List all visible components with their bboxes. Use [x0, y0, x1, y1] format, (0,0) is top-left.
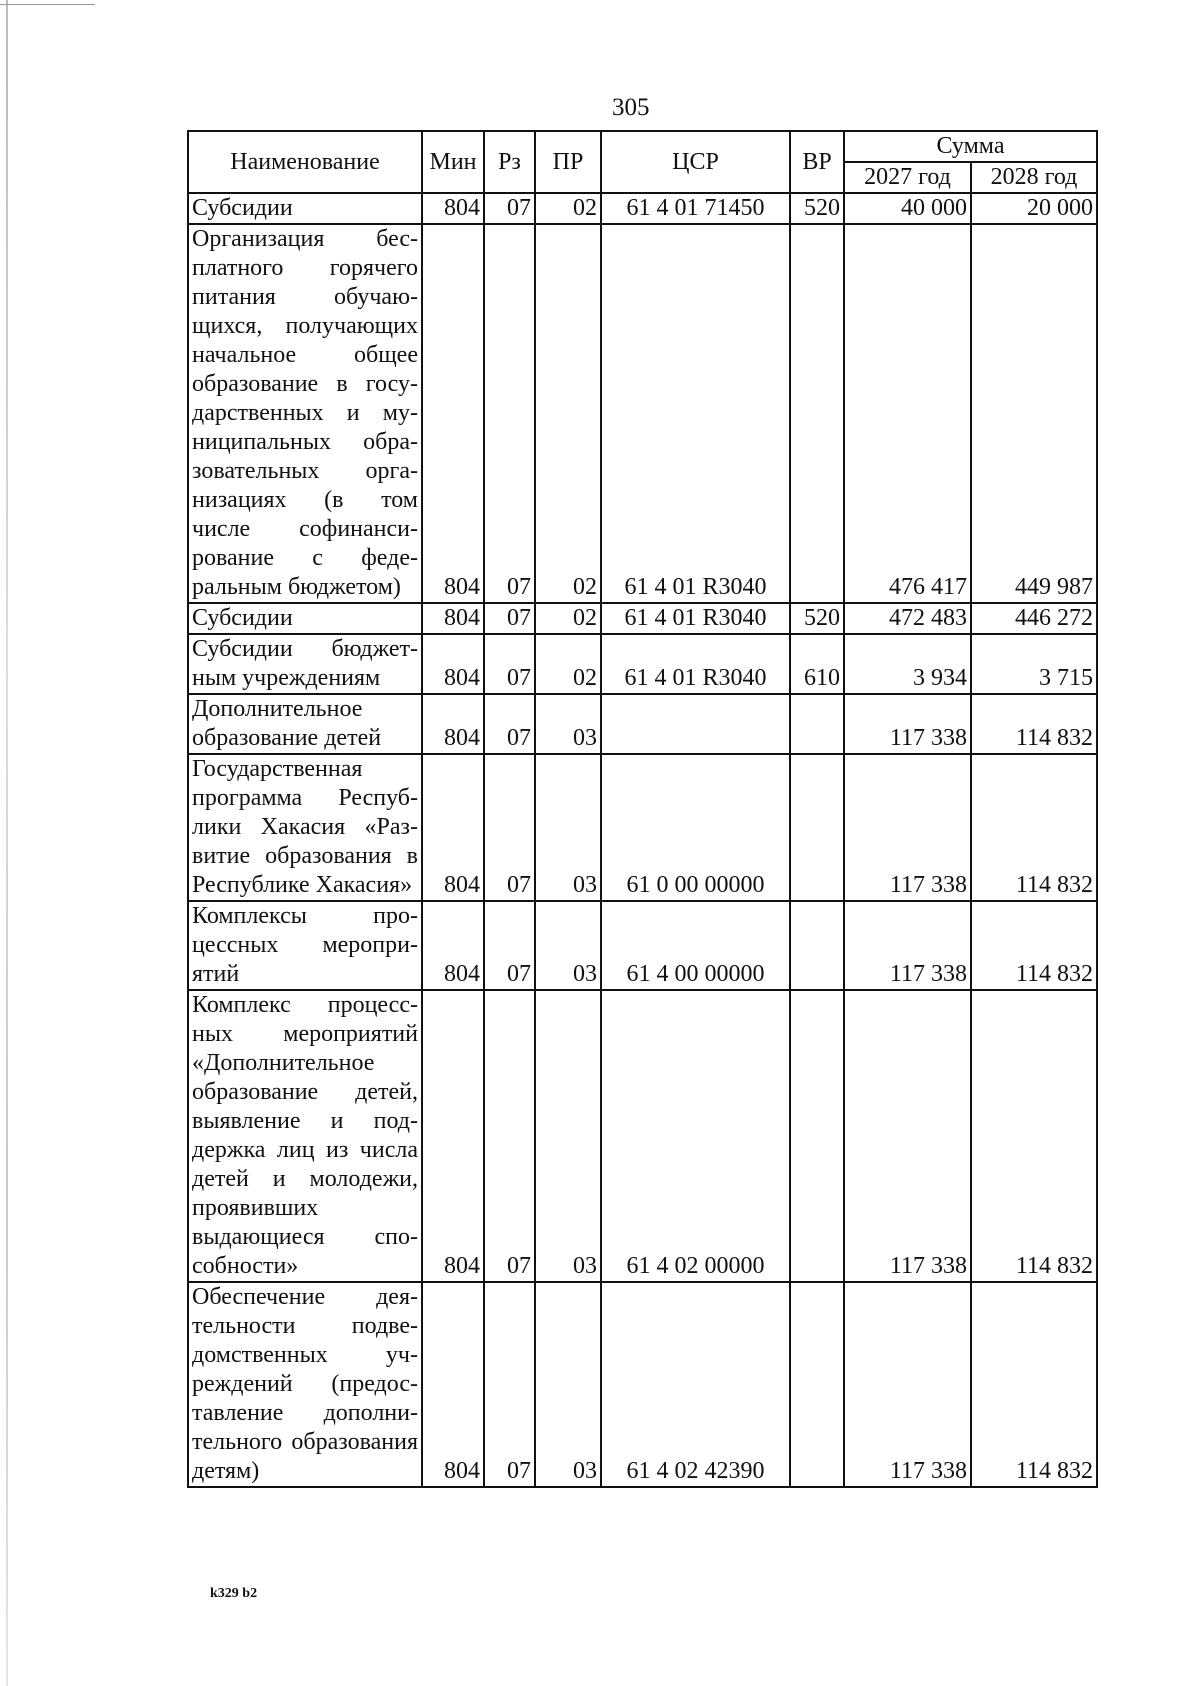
row-name: Дополнительное образование детей [188, 694, 422, 754]
row-pr: 03 [535, 1282, 601, 1487]
row-csr: 61 4 02 42390 [601, 1282, 790, 1487]
row-sum-2027: 117 338 [844, 901, 971, 990]
row-pr: 03 [535, 990, 601, 1282]
header-csr: ЦСР [601, 131, 790, 193]
header-name: Наименование [188, 131, 422, 193]
row-sum-2027: 117 338 [844, 694, 971, 754]
row-rz: 07 [484, 634, 535, 694]
row-min: 804 [422, 603, 484, 634]
table-row [188, 754, 1097, 901]
row-sum-2027: 40 000 [844, 193, 971, 224]
row-sum-2028: 114 832 [971, 694, 1097, 754]
row-csr: 61 4 01 R3040 [601, 224, 790, 603]
table-row [188, 224, 1097, 603]
row-sum-2028: 114 832 [971, 754, 1097, 901]
row-name: Комплексы процессных мероприятий [188, 901, 422, 990]
row-vr: 520 [790, 193, 844, 224]
row-rz: 07 [484, 1282, 535, 1487]
row-vr [790, 754, 844, 901]
row-vr [790, 901, 844, 990]
footer-doc-code: k329 b2 [210, 1586, 258, 1601]
row-sum-2027: 3 934 [844, 634, 971, 694]
table-row [188, 603, 1097, 634]
row-sum-2028: 20 000 [971, 193, 1097, 224]
row-vr [790, 694, 844, 754]
table-row [188, 634, 1097, 694]
row-rz: 07 [484, 754, 535, 901]
row-min: 804 [422, 990, 484, 1282]
table-row [188, 990, 1097, 1282]
row-rz: 07 [484, 694, 535, 754]
row-sum-2028: 114 832 [971, 1282, 1097, 1487]
row-pr: 02 [535, 193, 601, 224]
row-csr: 61 4 00 00000 [601, 901, 790, 990]
row-min: 804 [422, 1282, 484, 1487]
row-csr [601, 694, 790, 754]
row-sum-2027: 117 338 [844, 754, 971, 901]
row-csr: 61 4 01 R3040 [601, 603, 790, 634]
row-sum-2028: 446 272 [971, 603, 1097, 634]
row-min: 804 [422, 754, 484, 901]
row-vr [790, 990, 844, 1282]
row-name: Субсидии [188, 193, 422, 224]
header-rz: Рз [484, 131, 535, 193]
row-vr: 610 [790, 634, 844, 694]
row-rz: 07 [484, 901, 535, 990]
row-sum-2028: 449 987 [971, 224, 1097, 603]
row-rz: 07 [484, 193, 535, 224]
row-name: Обеспечение деятельности подведомственных учреждений (предоставление дополнительного образования детям) [188, 1282, 422, 1487]
row-vr: 520 [790, 603, 844, 634]
row-sum-2028: 3 715 [971, 634, 1097, 694]
row-pr: 02 [535, 603, 601, 634]
table-row [188, 1282, 1097, 1487]
row-sum-2027: 476 417 [844, 224, 971, 603]
row-min: 804 [422, 694, 484, 754]
row-name: Государственная программа Республики Хакасия «Развитие образования в Республике Хакасия» [188, 754, 422, 901]
header-pr: ПР [535, 131, 601, 193]
row-pr: 03 [535, 754, 601, 901]
row-min: 804 [422, 901, 484, 990]
row-min: 804 [422, 224, 484, 603]
budget-table [187, 130, 1098, 1488]
header-row-1 [188, 131, 1097, 162]
row-name: Субсидии бюджетным учреждениям [188, 634, 422, 694]
row-min: 804 [422, 193, 484, 224]
row-sum-2027: 117 338 [844, 990, 971, 1282]
row-sum-2028: 114 832 [971, 990, 1097, 1282]
row-csr: 61 4 01 R3040 [601, 634, 790, 694]
row-sum-2028: 114 832 [971, 901, 1097, 990]
header-min: Мин [422, 131, 484, 193]
header-vr: ВР [790, 131, 844, 193]
row-min: 804 [422, 634, 484, 694]
row-pr: 02 [535, 224, 601, 603]
row-vr [790, 1282, 844, 1487]
row-csr: 61 0 00 00000 [601, 754, 790, 901]
scan-edge-left [6, 0, 8, 1686]
row-csr: 61 4 01 71450 [601, 193, 790, 224]
row-csr: 61 4 02 00000 [601, 990, 790, 1282]
row-sum-2027: 117 338 [844, 1282, 971, 1487]
row-name: Комплекс процессных мероприятий «Дополнительное образование детей, выявление и поддержка лиц из числа детей и молодежи, проявивших выдающиеся способности» [188, 990, 422, 1282]
table-row [188, 694, 1097, 754]
row-rz: 07 [484, 990, 535, 1282]
header-sum: Сумма [844, 131, 1097, 162]
row-rz: 07 [484, 603, 535, 634]
row-name: Организация бесплатного горячего питания обучающихся, получающих начальное общее образование в государственных и муниципальных образовательных организациях (в том числе софинансирование с федеральным бюджетом) [188, 224, 422, 603]
row-vr [790, 224, 844, 603]
header-year-2027: 2027 год [844, 162, 971, 193]
row-pr: 03 [535, 901, 601, 990]
table-row [188, 193, 1097, 224]
row-pr: 02 [535, 634, 601, 694]
row-pr: 03 [535, 694, 601, 754]
row-sum-2027: 472 483 [844, 603, 971, 634]
row-rz: 07 [484, 224, 535, 603]
table-row [188, 901, 1097, 990]
page-number: 305 [612, 94, 650, 121]
scan-edge-top [0, 4, 95, 5]
row-name: Субсидии [188, 603, 422, 634]
header-year-2028: 2028 год [971, 162, 1097, 193]
